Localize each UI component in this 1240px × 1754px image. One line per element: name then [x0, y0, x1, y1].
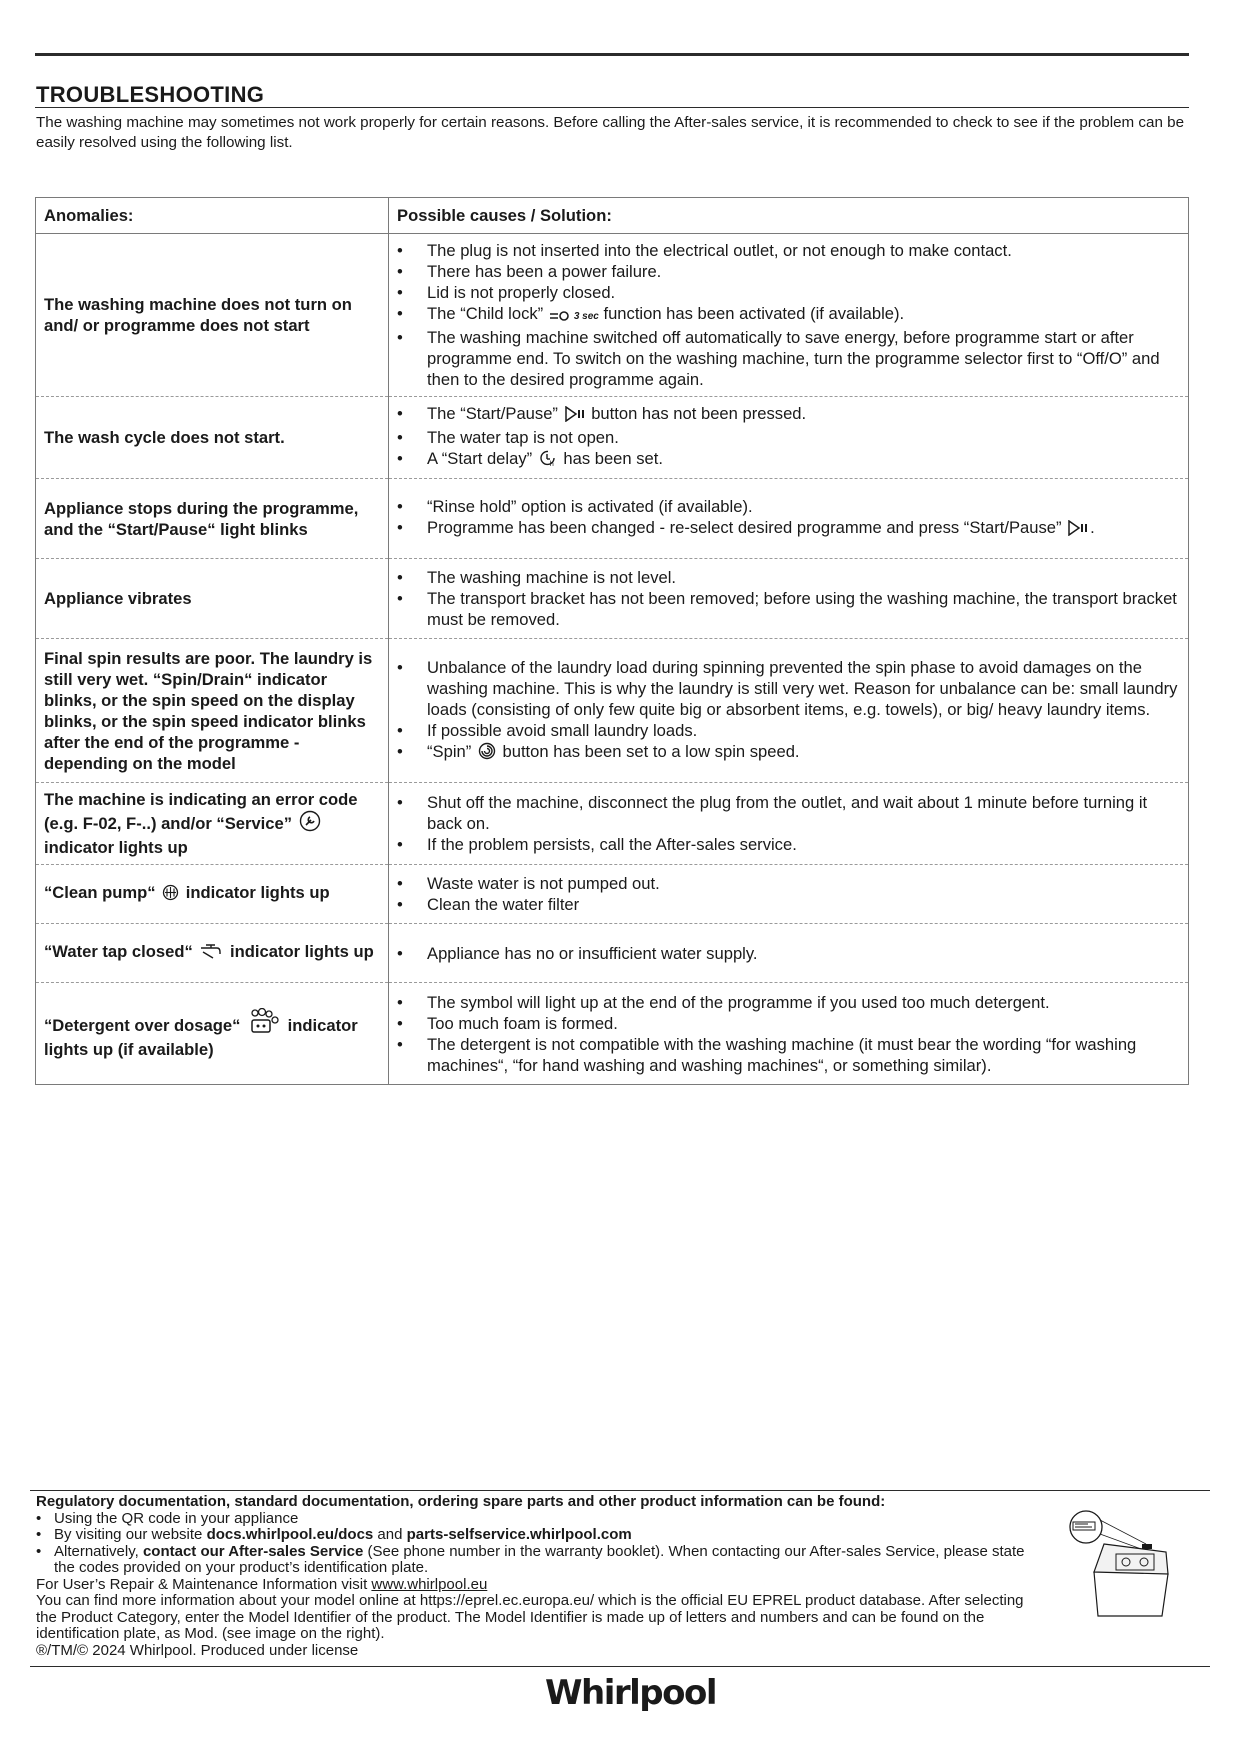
list-item-text: (See phone number in the warranty booklet). When contacting our After-sales Service, please state the codes provided on your product’s identification plate.: [54, 1542, 1025, 1576]
cause-list: [397, 240, 1180, 390]
list-item: • The water tap is not open.: [397, 427, 1180, 448]
column-header-solutions: Possible causes / Solution:: [389, 198, 1189, 234]
list-item: • The washing machine is not level.: [397, 567, 1180, 588]
table-row: [36, 783, 1189, 865]
list-item: • The transport bracket has not been removed; before using the washing machine, the transport bracket must be removed.: [397, 588, 1180, 630]
list-item: [397, 448, 1180, 472]
child-lock-icon: [550, 306, 572, 327]
list-item: • Lid is not properly closed.: [397, 282, 1180, 303]
intro-text: The washing machine may sometimes not work properly for certain reasons. Before calling the After-sales service, it is recommended to check to see if the problem can be easily resolved using the following list.: [36, 114, 1185, 151]
anomaly-text: “Clean pump“: [44, 883, 161, 902]
anomaly-cell: [36, 924, 389, 983]
list-item: • Waste water is not pumped out.: [397, 873, 1180, 894]
cause-list: [397, 403, 1180, 472]
parts-link[interactable]: parts-selfservice.whirlpool.com: [406, 1526, 632, 1543]
list-item: • The detergent is not compatible with the washing machine (it must bear the wording “for washing machines“, “for hand washing and washing machines“, or something similar).: [397, 1034, 1180, 1076]
eprel-info: You can find more information about your model online at https://eprel.ec.europa.eu/ which is the official EU EPREL product database. After selecting the Product Category, enter the Model Identifier of the product. The Model Identifier is made up of letters and numbers and can be found on the identification plate, as Mod. (see image on the right).: [36, 1592, 1024, 1642]
cause-list: [397, 657, 1180, 765]
table-row: [36, 983, 1189, 1085]
solution-cell: [389, 397, 1189, 479]
list-item-text: The “Child lock”: [427, 304, 548, 323]
list-item: • There has been a power failure.: [397, 261, 1180, 282]
list-item-text: has been set.: [558, 449, 663, 468]
list-item: • Appliance has no or insufficient water supply.: [397, 943, 1180, 964]
list-item: • Shut off the machine, disconnect the plug from the outlet, and wait about 1 minute before turning it back on.: [397, 792, 1180, 834]
anomaly-cell: [36, 783, 389, 865]
table-row: [36, 234, 1189, 397]
footer: [36, 1494, 1046, 1659]
table-header-row: [36, 198, 1189, 234]
list-item: • If the problem persists, call the After-sales service.: [397, 834, 1180, 855]
solution-cell: [389, 559, 1189, 639]
cause-list: [397, 496, 1180, 541]
footer-list: [36, 1511, 1046, 1577]
list-item-text: .: [1090, 518, 1095, 537]
list-item-text: The “Start/Pause”: [427, 404, 563, 423]
anomaly-text: indicator lights up: [225, 942, 374, 961]
list-item-text: A “Start delay”: [427, 449, 537, 468]
water-tap-icon: [199, 942, 223, 965]
list-item: [36, 1527, 1046, 1544]
anomaly-cell: Appliance stops during the programme, and the “Start/Pause“ light blinks: [36, 479, 389, 559]
anomaly-cell: [36, 865, 389, 924]
start-pause-icon: [1068, 520, 1088, 541]
list-item: • Clean the water filter: [397, 894, 1180, 915]
table-row: [36, 639, 1189, 783]
repair-info: [36, 1577, 1046, 1594]
list-item: [397, 303, 1180, 327]
list-item-text: and: [373, 1526, 407, 1543]
solution-cell: [389, 479, 1189, 559]
list-item: • “Rinse hold” option is activated (if available).: [397, 496, 1180, 517]
anomaly-text: indicator lights up: [44, 838, 188, 857]
list-item: • Too much foam is formed.: [397, 1013, 1180, 1034]
solution-cell: [389, 639, 1189, 783]
section-title: TROUBLESHOOTING: [36, 82, 265, 107]
start-delay-icon: [539, 449, 557, 472]
table-row: [36, 924, 1189, 983]
anomaly-text: indicator lights up (if available): [44, 1015, 358, 1059]
clean-pump-icon: [162, 884, 179, 906]
anomaly-text: “Water tap closed“: [44, 942, 198, 961]
anomaly-cell: Appliance vibrates: [36, 559, 389, 639]
list-item: [36, 1544, 1046, 1577]
service-icon: [299, 810, 321, 837]
solution-cell: [389, 783, 1189, 865]
list-item: • The plug is not inserted into the electrical outlet, or not enough to make contact.: [397, 240, 1180, 261]
list-item: • If possible avoid small laundry loads.: [397, 720, 1180, 741]
detergent-over-dosage-icon: [247, 1008, 281, 1039]
table-row: [36, 559, 1189, 639]
anomaly-text: indicator lights up: [181, 883, 330, 902]
solution-cell: [389, 234, 1189, 397]
solution-cell: [389, 924, 1189, 983]
list-item: • The symbol will light up at the end of the programme if you used too much detergent.: [397, 992, 1180, 1013]
list-item: • The washing machine switched off automatically to save energy, before programme start or after programme end. To switch on the washing machine, turn the programme selector first to “Off/O” and then to the desired programme again.: [397, 327, 1180, 390]
anomaly-cell: Final spin results are poor. The laundry is still very wet. “Spin/Drain“ indicator blinks, or the spin speed on the display blinks, or the spin speed indicator blinks after the end of the programme - depending on the model: [36, 639, 389, 783]
footer-heading: Regulatory documentation, standard documentation, ordering spare parts and other product information can be found:: [36, 1493, 886, 1510]
cause-list: [397, 567, 1180, 630]
list-item-text: function has been activated (if available).: [598, 304, 905, 323]
table-row: [36, 479, 1189, 559]
footer-rule-top: [30, 1490, 1210, 1491]
title-rule: [35, 107, 1189, 108]
whirlpool-link[interactable]: www.whirlpool.eu: [371, 1575, 488, 1593]
list-item: [397, 403, 1180, 427]
list-item-text: button has not been pressed.: [586, 404, 807, 423]
list-item: • Using the QR code in your appliance: [36, 1511, 1046, 1528]
anomaly-text: “Detergent over dosage“: [44, 1015, 246, 1035]
svg-text:h: h: [549, 460, 554, 467]
list-item-text: By visiting our website: [54, 1526, 207, 1543]
cause-list: [397, 792, 1180, 855]
spin-icon: [478, 742, 496, 765]
footer-rule-bottom: [30, 1666, 1210, 1667]
troubleshooting-table: [35, 197, 1189, 1085]
top-rule: [35, 53, 1189, 56]
copyright: ®/TM/© 2024 Whirlpool. Produced under license: [36, 1641, 359, 1659]
cause-list: [397, 943, 1180, 964]
repair-text: For User’s Repair & Maintenance Information visit: [36, 1575, 372, 1593]
cause-list: [397, 873, 1180, 915]
list-item-text: button has been set to a low spin speed.: [497, 741, 800, 761]
anomaly-cell: The washing machine does not turn on and/ or programme does not start: [36, 234, 389, 397]
whirlpool-logo: Whirlpool: [545, 1673, 716, 1713]
list-item: • Unbalance of the laundry load during spinning prevented the spin phase to avoid damages on the washing machine. This is why the laundry is still very wet. Reason for unbalance can be: small laundry loads (consisting of only few quite big or absorbent items, e.g. towels), or big/ heavy laundry items.: [397, 657, 1180, 720]
list-item: [397, 517, 1180, 541]
child-lock-duration: 3 sec: [573, 311, 599, 322]
anomaly-cell: [36, 983, 389, 1085]
start-pause-icon: [565, 406, 585, 427]
table-row: [36, 397, 1189, 479]
identification-plate-illustration: [1058, 1500, 1178, 1620]
list-item: [397, 741, 1180, 765]
list-item-text: Programme has been changed - re-select desired programme and press “Start/Pause”: [427, 518, 1067, 537]
column-header-anomalies: Anomalies:: [36, 198, 389, 234]
list-item-text: “Spin”: [427, 741, 476, 761]
list-item-text: Alternatively,: [54, 1542, 143, 1560]
table-row: [36, 865, 1189, 924]
anomaly-text: The machine is indicating an error code (e.g. F-02, F-..) and/or “Service”: [44, 790, 358, 833]
docs-link[interactable]: docs.whirlpool.eu/docs: [206, 1526, 374, 1543]
cause-list: [397, 992, 1180, 1076]
contact-service-text: contact our After-sales Service: [142, 1542, 364, 1560]
solution-cell: [389, 983, 1189, 1085]
anomaly-cell: The wash cycle does not start.: [36, 397, 389, 479]
solution-cell: [389, 865, 1189, 924]
